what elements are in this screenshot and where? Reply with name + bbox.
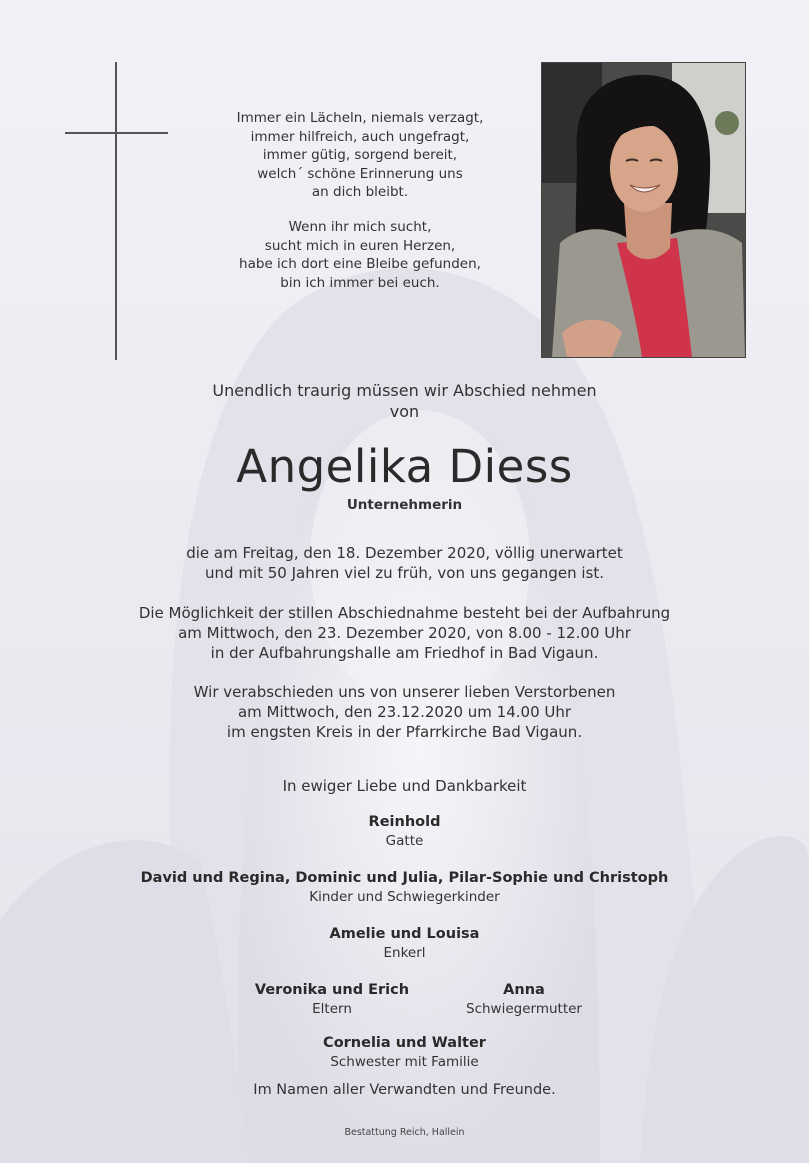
- intro-line: von: [389, 402, 420, 421]
- family-role: Kinder und Schwiegerkinder: [309, 889, 500, 905]
- poem-stanza-2: [210, 218, 510, 292]
- family-mother-in-law: [444, 980, 604, 1019]
- paragraph-line: in der Aufbahrungshalle am Friedhof in Bad Vigaun.: [210, 644, 599, 662]
- family-sister: [0, 1033, 809, 1072]
- family-role: Enkerl: [383, 945, 426, 961]
- family-grandchildren: [0, 924, 809, 963]
- family-names: Cornelia und Walter: [323, 1035, 486, 1051]
- family-spouse: [0, 812, 809, 851]
- deceased-name: Angelika Diess: [236, 440, 573, 493]
- intro-text: [0, 380, 809, 422]
- paragraph-line: Die Möglichkeit der stillen Abschiednahme besteht bei der Aufbahrung: [138, 604, 671, 622]
- deceased-occupation: Unternehmerin: [346, 497, 463, 513]
- family-names: Amelie und Louisa: [329, 926, 480, 942]
- family-names: Reinhold: [368, 814, 441, 830]
- family-role: Schwester mit Familie: [330, 1054, 479, 1070]
- poem-line: an dich bleibt.: [311, 184, 409, 200]
- poem-line: immer gütig, sorgend bereit,: [262, 147, 458, 163]
- on-behalf-line: Im Namen aller Verwandten und Freunde.: [253, 1082, 556, 1098]
- family-names: Veronika und Erich: [254, 982, 410, 998]
- paragraph-line: im engsten Kreis in der Pfarrkirche Bad Vigaun.: [226, 723, 583, 741]
- poem-line: Immer ein Lächeln, niemals verzagt,: [236, 110, 484, 126]
- poem-line: Wenn ihr mich sucht,: [288, 219, 432, 235]
- poem-line: immer hilfreich, auch ungefragt,: [250, 128, 470, 145]
- paragraph-line: Wir verabschieden uns von unserer lieben Verstorbenen: [193, 683, 616, 701]
- poem-line: sucht mich in euren Herzen,: [264, 237, 456, 254]
- paragraph-line: am Mittwoch, den 23. Dezember 2020, von 8.00 - 12.00 Uhr: [178, 624, 631, 642]
- family-names: Anna: [503, 982, 545, 998]
- farewell-paragraph: [0, 682, 809, 742]
- portrait-photo: [541, 62, 746, 358]
- family-children: [0, 868, 809, 907]
- paragraph-line: am Mittwoch, den 23.12.2020 um 14.00 Uhr: [237, 703, 572, 721]
- poem-stanza-1: [210, 109, 510, 202]
- poem-line: habe ich dort eine Bleibe gefunden,: [239, 256, 481, 272]
- family-role: Gatte: [385, 833, 424, 849]
- poem-line: bin ich immer bei euch.: [280, 274, 440, 291]
- paragraph-line: und mit 50 Jahren viel zu früh, von uns gegangen ist.: [205, 564, 604, 582]
- family-names: David und Regina, Dominic und Julia, Pilar-Sophie und Christoph: [140, 870, 669, 886]
- poem-line: welch´ schöne Erinnerung uns: [257, 165, 463, 182]
- family-role: Schwiegermutter: [466, 1001, 582, 1017]
- family-parents: [232, 980, 432, 1019]
- death-notice-paragraph: [0, 543, 809, 583]
- family-role: Eltern: [312, 1001, 352, 1017]
- intro-line: Unendlich traurig müssen wir Abschied nehmen: [212, 381, 597, 400]
- closing-line: In ewiger Liebe und Dankbarkeit: [282, 777, 527, 795]
- funeral-home-credit: Bestattung Reich, Hallein: [344, 1127, 465, 1138]
- paragraph-line: die am Freitag, den 18. Dezember 2020, völlig unerwartet: [186, 544, 623, 562]
- viewing-paragraph: [0, 603, 809, 663]
